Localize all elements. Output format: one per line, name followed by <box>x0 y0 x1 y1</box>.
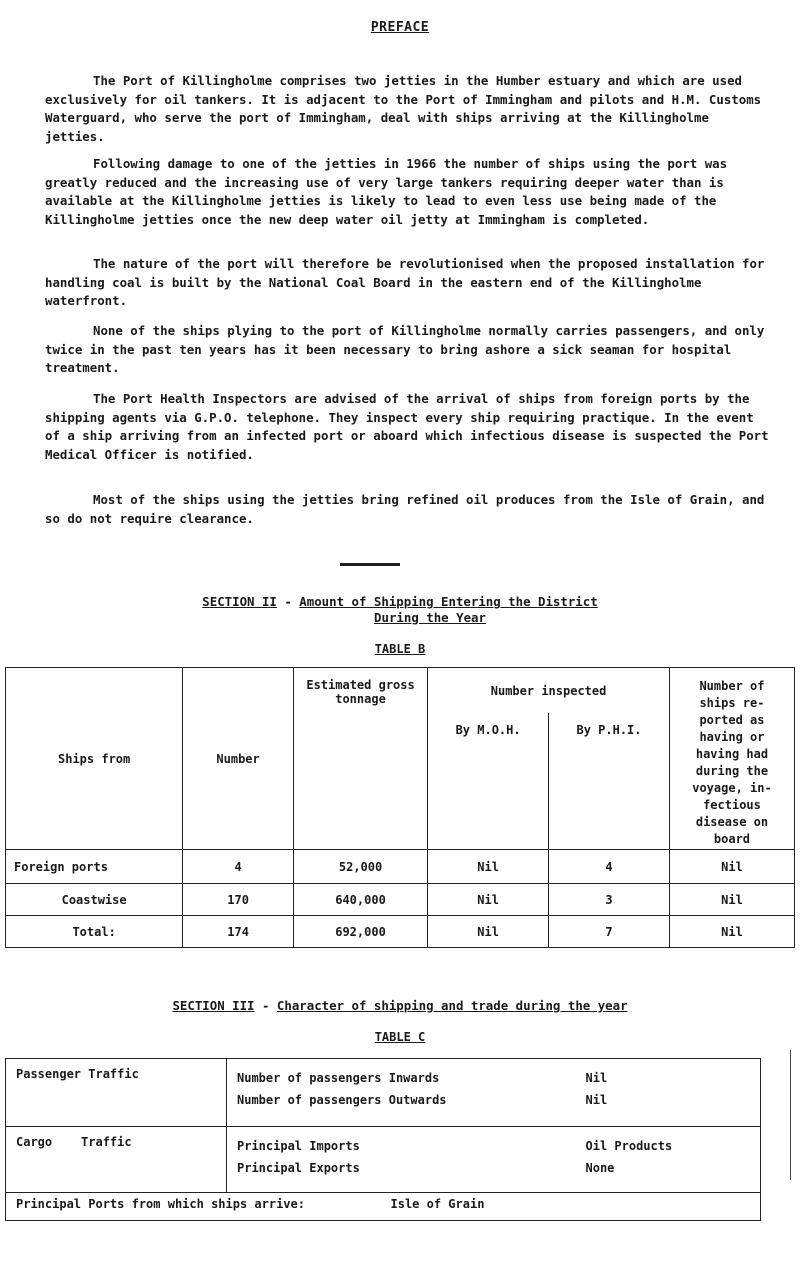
cell-moh: Nil <box>428 884 549 916</box>
exports-value: None <box>585 1161 615 1175</box>
principal-ports-row <box>6 1193 761 1221</box>
paragraph-4: None of the ships plying to the port of Killingholme normally carries passengers, and only twice in the past ten years has it been necessary to bring ashore a sick seaman for hospital treatment. <box>45 323 765 375</box>
page-title: PREFACE <box>370 20 430 35</box>
cell-reported: Nil <box>669 850 794 884</box>
imports-label: Principal Imports <box>237 1139 360 1153</box>
cell-moh: Nil <box>428 850 549 884</box>
inwards-label: Number of passengers Inwards <box>237 1071 440 1085</box>
paragraph-2: Following damage to one of the jetties in 1966 the number of ships using the port was greatly reduced and the increasing use of very large tankers requiring deeper water than is available at the Killingholme jetties is likely to lead to even less use being made of the Killingholme jetties once the new deep water oil jetty at Immingham is completed. <box>45 156 728 227</box>
cell-from: Foreign ports <box>6 850 183 884</box>
cell-phi: 3 <box>549 884 670 916</box>
table-row <box>6 916 795 948</box>
paragraph-1: The Port of Killingholme comprises two jetties in the Humber estuary and which are used exclusively for oil tankers. It is adjacent to the Port of Immingham and pilots and H.M. Customs Waterguard, who serve the port of Immingham, deal with ships arriving at the Killingholme jetties. <box>45 73 762 144</box>
col-inspected: Number inspected <box>428 668 670 714</box>
cell-tonnage: 52,000 <box>293 850 427 884</box>
cell-number: 174 <box>183 916 294 948</box>
principal-ports-label: Principal Ports from which ships arrive: <box>16 1197 305 1211</box>
cell-phi: 4 <box>549 850 670 884</box>
paragraph-3: The nature of the port will therefore be revolutionised when the proposed installation for handling coal is built by the National Coal Board in the eastern end of the Killingholme waterfront. <box>45 256 765 308</box>
cell-tonnage: 692,000 <box>293 916 427 948</box>
section-2-heading: SECTION II - Amount of Shipping Entering the District <box>202 594 598 609</box>
page-edge-line <box>790 1050 791 1180</box>
outwards-value: Nil <box>585 1093 608 1107</box>
col-by-phi: By P.H.I. <box>549 713 670 849</box>
cell-tonnage: 640,000 <box>293 884 427 916</box>
col-ships-from: Ships from <box>6 668 183 850</box>
col-reported: Number of ships re-ported as having or having had during the voyage, in-fectious disease on board <box>669 668 794 850</box>
paragraph-5: The Port Health Inspectors are advised of the arrival of ships from foreign ports by the shipping agents via G.P.O. telephone. They inspect every ship requiring practique. In the event of a ship arriving from an infected port or aboard which infectious disease is suspected the Port Medical Officer is notified. <box>45 391 769 462</box>
cell-phi: 7 <box>549 916 670 948</box>
cell-from: Total: <box>6 916 183 948</box>
cargo-details <box>227 1127 761 1193</box>
passenger-traffic-label: Passenger Traffic <box>6 1059 227 1127</box>
cell-from: Coastwise <box>6 884 183 916</box>
section-3-heading: SECTION III - Character of shipping and trade during the year <box>172 998 628 1013</box>
cargo-traffic-label: Cargo Traffic <box>6 1127 227 1193</box>
exports-label: Principal Exports <box>237 1161 360 1175</box>
section-2-heading-line2: During the Year <box>374 610 486 625</box>
table-row <box>6 884 795 916</box>
table-c <box>5 1058 761 1221</box>
col-number: Number <box>183 668 294 850</box>
cell-moh: Nil <box>428 916 549 948</box>
col-tonnage: Estimated gross tonnage <box>293 668 427 850</box>
paragraph-6: Most of the ships using the jetties bring refined oil produces from the Isle of Grain, and so do not require clearance. <box>45 492 765 526</box>
outwards-label: Number of passengers Outwards <box>237 1093 447 1107</box>
imports-value: Oil Products <box>585 1139 673 1153</box>
divider <box>340 563 400 566</box>
inwards-value: Nil <box>585 1071 608 1085</box>
cell-reported: Nil <box>669 884 794 916</box>
cell-number: 4 <box>183 850 294 884</box>
col-by-moh: By M.O.H. <box>428 713 549 849</box>
table-b-label: TABLE B <box>374 642 426 656</box>
table-row <box>6 850 795 884</box>
table-b <box>5 667 795 948</box>
cell-number: 170 <box>183 884 294 916</box>
table-c-label: TABLE C <box>374 1030 426 1044</box>
principal-ports-value: Isle of Grain <box>390 1197 485 1211</box>
cell-reported: Nil <box>669 916 794 948</box>
passenger-details <box>227 1059 761 1127</box>
